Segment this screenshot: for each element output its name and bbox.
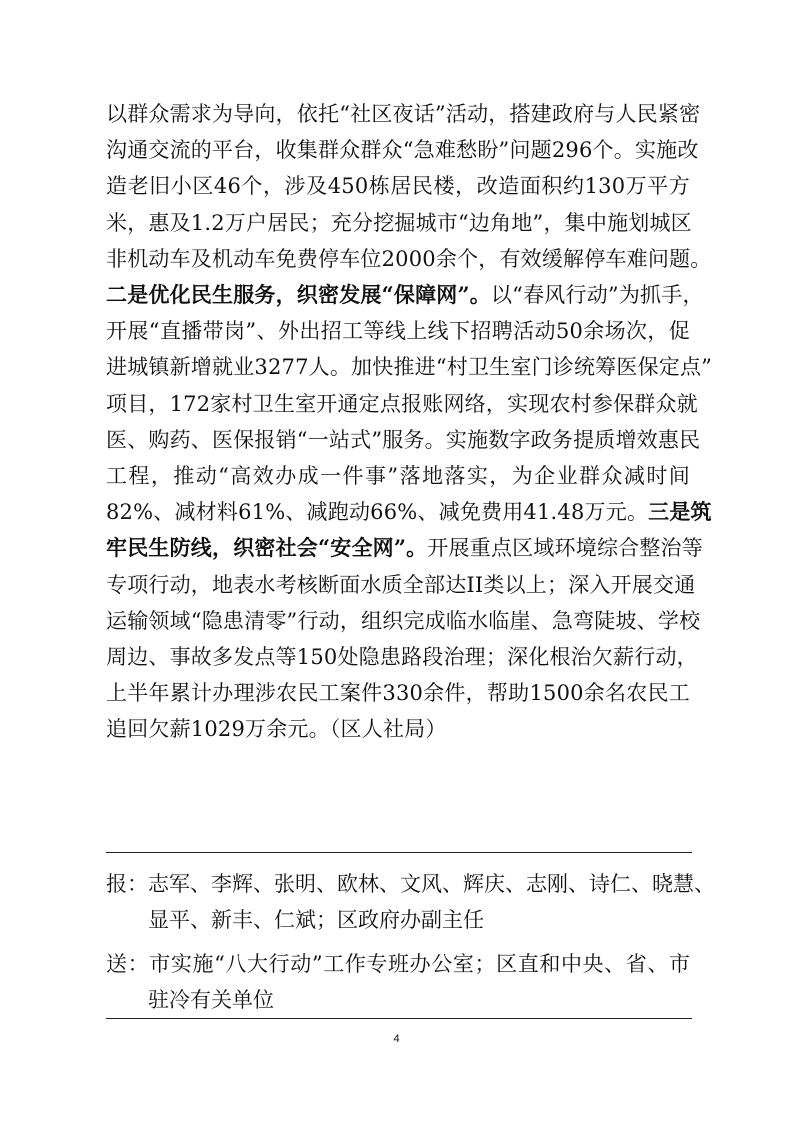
- report-recipients-1: 志军、李辉、张明、欧林、文风、辉庆、志刚、诗仁、晓慧、: [148, 872, 715, 896]
- body-line: [106, 349, 713, 385]
- report-label: 报：: [106, 872, 148, 896]
- line-text: 项目，172家村卫生室开通定点报账网络，实现农村参保群众就: [106, 391, 698, 416]
- line-text: 非机动车及机动车免费停车位2000余个，有效缓解停车难问题。: [106, 246, 712, 271]
- body-line: [106, 567, 696, 603]
- body-line: [106, 639, 698, 675]
- line-text: 以群众需求为导向，依托“社区夜话”活动，搭建政府与人民紧密: [106, 102, 701, 126]
- body-line: [106, 96, 701, 132]
- line-text: 专项行动，地表水考核断面水质全部达II类以上；深入开展交通: [106, 572, 696, 597]
- line-text: 追回欠薪1029万余元。（区人社局）: [106, 717, 447, 742]
- body-line: [106, 313, 690, 349]
- body-line: [106, 530, 703, 566]
- line-text: 工程，推动“高效办成一件事”落地落实，为企业群众减时间: [106, 464, 690, 488]
- line-text: 米，惠及1.2万户居民；充分挖掘城市“边角地”，集中施划城区: [106, 210, 692, 235]
- report-recipients-2: 显平、新丰、仁斌；区政府办副主任: [148, 908, 484, 932]
- line-text: 周边、事故多发点等150处隐患路段治理；深化根治欠薪行动，: [106, 645, 698, 669]
- body-line: [106, 603, 701, 639]
- bold-heading-text: 牢民生防线，织密社会“安全网”。: [106, 535, 428, 561]
- line-text: 进城镇新增就业3277人。加快推进“村卫生室门诊统筹医保定点”: [106, 355, 713, 380]
- line-text: 医、购药、医保报销“一站式”服务。实施数字政务提质增效惠民: [106, 427, 701, 452]
- send-recipients-1: 市实施“八大行动”工作专班办公室；区直和中央、省、市: [149, 952, 690, 976]
- top-divider: [106, 852, 692, 853]
- bottom-divider: [106, 1018, 692, 1019]
- bold-heading-text: 三是筑: [648, 499, 712, 525]
- line-text: 以“春风行动”为抓手，: [490, 283, 704, 307]
- body-line: [106, 422, 701, 458]
- page-number: 4: [393, 1033, 400, 1045]
- body-line: [106, 494, 712, 530]
- body-line: [106, 277, 704, 313]
- line-text: 沟通交流的平台，收集群众群众“急难愁盼”问题296个。实施改: [106, 138, 699, 163]
- line-text: 运输领域“隐患清零”行动，组织完成临水临崖、急弯陡坡、学校: [106, 608, 701, 633]
- send-label: 送：: [106, 952, 150, 976]
- line-text: 82%、减材料61%、减跑动66%、减免费用41.48万元。: [106, 500, 649, 525]
- line-text: 上半年累计办理涉农民工案件330余件，帮助1500余名农民工: [106, 681, 690, 706]
- line-text: 开展“直播带岗”、外出招工等线上线下招聘活动50余场次，促: [106, 319, 690, 344]
- line-text: 开展重点区域环境综合整治等: [427, 536, 703, 561]
- line-text: 造老旧小区46个，涉及450栋居民楼，改造面积约130万平方: [106, 174, 690, 199]
- body-line: [106, 241, 712, 277]
- report-line-1: [106, 866, 715, 902]
- body-line: [106, 205, 690, 241]
- body-line: [106, 711, 690, 747]
- body-line: [106, 386, 698, 422]
- send-recipients-2: 驻冷有关单位: [148, 988, 274, 1012]
- body-line: [106, 458, 690, 494]
- body-line: [106, 168, 690, 204]
- body-line: [106, 132, 699, 168]
- bold-heading-text: 二是优化民生服务，织密发展“保障网”。: [106, 282, 491, 307]
- send-line-1: [106, 946, 690, 982]
- body-line: [106, 675, 690, 711]
